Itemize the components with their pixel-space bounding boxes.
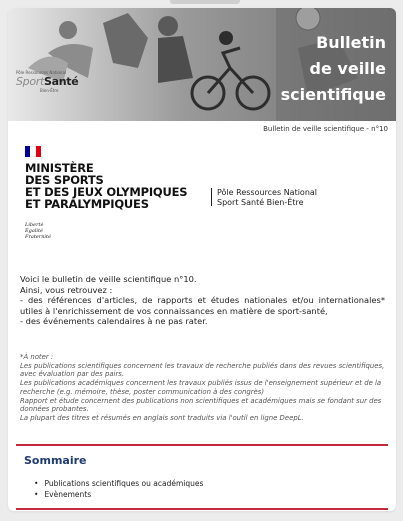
ministry-name <box>25 162 187 210</box>
vertical-separator <box>211 188 212 206</box>
intro-item-2: - des événements calendaires à ne pas rater. <box>20 316 208 326</box>
sommaire-list <box>34 478 203 500</box>
logo-sante: Santé <box>44 75 79 88</box>
note-paragraph-4: La plupart des titres et résumés en anglais sont traduits via l'outil en ligne DeepL. <box>20 413 304 422</box>
intro-item-1: - des références d'articles, de rapports et études nationales et/ou internationales* utiles à l'enrichissement de vos connaissances en matière de sport-santé, <box>20 295 385 316</box>
scroll-indicator <box>170 0 240 4</box>
intro-line-2: Ainsi, vous retrouvez : <box>20 284 113 295</box>
logo-top-text: Pôle Ressources National <box>16 70 67 75</box>
banner-title-line-3: scientifique <box>280 85 386 104</box>
section-divider-top <box>16 444 388 446</box>
ministry-line-1: MINISTÈRE <box>25 161 94 175</box>
pole-line-1: Pôle Ressources National <box>217 188 318 197</box>
header-banner <box>8 8 396 121</box>
note-paragraph-1: Les publications scientifiques concernent les travaux de recherche publiés dans des revues scientifiques, avec évaluation par des pairs. <box>20 361 385 379</box>
intro-text <box>20 274 385 327</box>
sommaire-title: Sommaire <box>24 454 87 467</box>
logo-wordmark <box>16 75 78 88</box>
french-flag-icon <box>25 146 41 157</box>
sport-sante-logo <box>16 70 78 93</box>
pole-label <box>217 188 317 208</box>
newsletter-card <box>8 8 396 511</box>
motto-fraternite: Fraternité <box>25 234 51 240</box>
ministry-line-2: DES SPORTS <box>25 173 104 187</box>
sommaire-item-publications[interactable]: • Publications scientifiques ou académiques <box>34 478 203 489</box>
sommaire-item-evenements[interactable]: • Evènements <box>34 489 203 500</box>
logo-sport: Sport <box>16 75 45 88</box>
ministry-line-3: ET DES JEUX OLYMPIQUES <box>25 185 188 199</box>
ministry-line-4: ET PARALYMPIQUES <box>25 197 149 211</box>
motto-liberte: Liberté <box>25 222 44 228</box>
ministry-block <box>25 146 395 256</box>
note-block <box>20 353 385 423</box>
note-heading: *À noter : <box>20 353 54 361</box>
banner-title-line-1: Bulletin <box>316 33 386 52</box>
logo-tagline: Bien-Être <box>40 88 59 93</box>
banner-title <box>276 30 386 108</box>
intro-line-1: Voici le bulletin de veille scientifique n°10. <box>20 274 197 284</box>
republic-motto <box>25 222 51 240</box>
pole-line-2: Sport Santé Bien-Être <box>217 198 304 207</box>
section-divider-bottom <box>16 508 388 510</box>
banner-title-line-2: de veille <box>309 59 386 78</box>
motto-egalite: Égalité <box>25 228 43 234</box>
note-paragraph-2: Les publications académiques concernent les travaux publiés issus de l'enseignement supérieur et de la recherche (e.g. mémoire, thèse, poster communication à des congrès) <box>20 379 382 396</box>
issue-label: Bulletin de veille scientifique - n°10 <box>263 125 388 133</box>
note-paragraph-3: Rapport et étude concernent des publications non scientifiques et académiques mais se fondant sur des données probantes. <box>20 396 382 414</box>
